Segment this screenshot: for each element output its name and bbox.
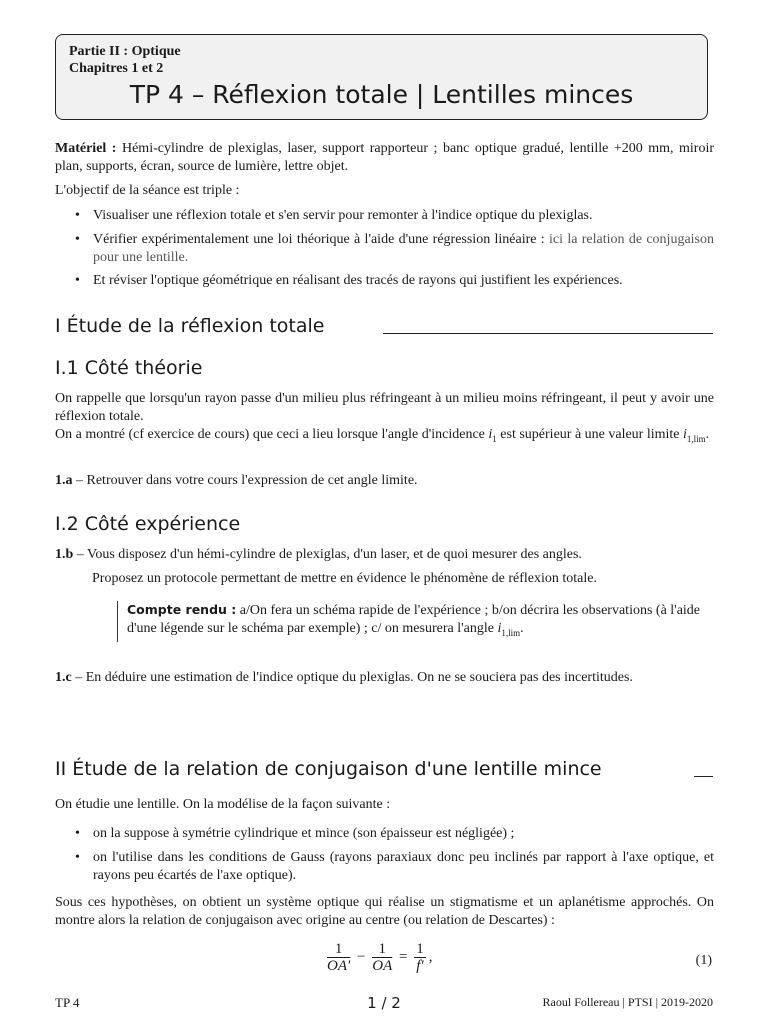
footer-right: Raoul Follereau | PTSI | 2019-2020 [542, 995, 713, 1009]
part-label: Partie II : Optique [69, 44, 181, 59]
model-item [75, 825, 714, 843]
question-1b: 1.b – Vous disposez d'un hémi-cylindre de plexiglas, d'un laser, et de quoi mesurer des angles. [55, 547, 582, 562]
subsection-1-2-title: I.2 Côté expérience [55, 513, 241, 535]
bullet-icon: • [75, 208, 80, 223]
section-2-title: II Étude de la relation de conjugaison d'une lentille mince [55, 758, 602, 780]
objective-text: Et réviser l'optique géométrique en réalisant des tracés de rayons qui justifient les expériences. [93, 273, 623, 288]
question-1a: 1.a – Retrouver dans votre cours l'expression de cet angle limite. [55, 473, 418, 488]
header-box [55, 34, 708, 120]
page-number: 1 / 2 [367, 994, 401, 1012]
theory-paragraph-2: On a montré (cf exercice de cours) que ceci a lieu lorsque l'angle d'incidence $i_1$ est supérieur à une valeur limite $i_{1,lim}$. [55, 427, 710, 444]
objective-intro: L'objectif de la séance est triple : [55, 183, 240, 198]
compte-rendu-box: Compte rendu : a/On fera un schéma rapide de l'expérience ; b/on décrira les observations (à l'aide d'une légende sur le schéma par exemple) ; c/ on mesurera l'angle $i_{1,lim}$. [117, 601, 724, 642]
model-text: on l'utilise dans les conditions de Gauss (rayons paraxiaux donc peu inclinés par rapport à l'axe optique, et rayons peu écartés de l'axe optique). [93, 850, 714, 883]
materiel-label: Matériel : [55, 141, 117, 156]
equation-number: (1) [695, 953, 712, 968]
objective-item [75, 231, 714, 266]
section-rule [694, 776, 713, 777]
question-label: 1.a [55, 473, 73, 488]
bullet-icon: • [75, 850, 80, 865]
question-1c: 1.c – En déduire une estimation de l'indice optique du plexiglas. On ne se souciera pas des incertitudes. [55, 670, 633, 685]
objective-text [93, 231, 714, 266]
bullet-icon: • [75, 273, 80, 288]
question-1b-text2: Proposez un protocole permettant de mettre en évidence le phénomène de réflexion totale. [92, 571, 597, 586]
conjugation-equation: $\frac{1}{OA'}$ − $\frac{1}{OA}$ = $\frac{1}{f'}$ , [327, 941, 433, 974]
compte-rendu-label: Compte rendu : [127, 602, 237, 617]
theory-paragraph: On rappelle que lorsqu'un rayon passe d'un milieu plus réfringeant à un milieu moins réfringeant, il peut y avoir une réflexion totale. [55, 391, 714, 424]
objective-text: Visualiser une réflexion totale et s'en servir pour remonter à l'indice optique du plexiglas. [93, 208, 593, 223]
materiel-paragraph [55, 140, 714, 175]
question-label: 1.b [55, 547, 74, 562]
section-1-title: I Étude de la réflexion totale [55, 315, 325, 337]
theory-text: On a montré (cf exercice de cours) que ceci a lieu lorsque l'angle d'incidence [55, 427, 489, 442]
bullet-icon: • [75, 232, 80, 247]
subsection-1-1-title: I.1 Côté théorie [55, 357, 203, 379]
bullet-icon: • [75, 826, 80, 841]
objective-text-main: Vérifier expérimentalement une loi théorique à l'aide d'une régression linéaire : [93, 232, 545, 247]
descartes-paragraph: Sous ces hypothèses, on obtient un système optique qui réalise un stigmatisme et un aplanétisme approchés. On montre alors la relation de conjugaison avec origine au centre (ou relation de Descartes) : [55, 895, 714, 928]
question-text: Vous disposez d'un hémi-cylindre de plexiglas, d'un laser, et de quoi mesurer des angles. [87, 547, 582, 562]
chapters-label: Chapitres 1 et 2 [69, 61, 164, 76]
footer-left: TP 4 [55, 995, 80, 1010]
objective-text-gray: ici la relation de conjugaison pour une lentille. [93, 232, 715, 265]
compte-rendu-text: a/On fera un schéma rapide de l'expérience ; b/on décrira les observations (à l'aide d'une légende sur le schéma par exemple) ; c/ on mesurera l'angle [127, 603, 701, 636]
section-rule [383, 333, 713, 334]
objective-item [75, 272, 714, 290]
theory-text: est supérieur à une valeur limite [496, 427, 684, 442]
page-title: TP 4 – Réflexion totale | Lentilles minces [129, 80, 634, 109]
materiel-text: Hémi-cylindre de plexiglas, laser, support rapporteur ; banc optique gradué, lentille +200 mm, miroir plan, supports, écran, source de lumière, lettre objet. [55, 141, 715, 174]
question-text: Retrouver dans votre cours l'expression de cet angle limite. [86, 473, 418, 488]
model-item [75, 849, 714, 884]
question-label: 1.c [55, 670, 72, 685]
objective-item [75, 207, 714, 225]
model-text: on la suppose à symétrie cylindrique et mince (son épaisseur est négligée) ; [93, 826, 515, 841]
section-2-intro: On étudie une lentille. On la modélise de la façon suivante : [55, 797, 391, 812]
question-text: En déduire une estimation de l'indice optique du plexiglas. On ne se souciera pas des incertitudes. [85, 670, 633, 685]
